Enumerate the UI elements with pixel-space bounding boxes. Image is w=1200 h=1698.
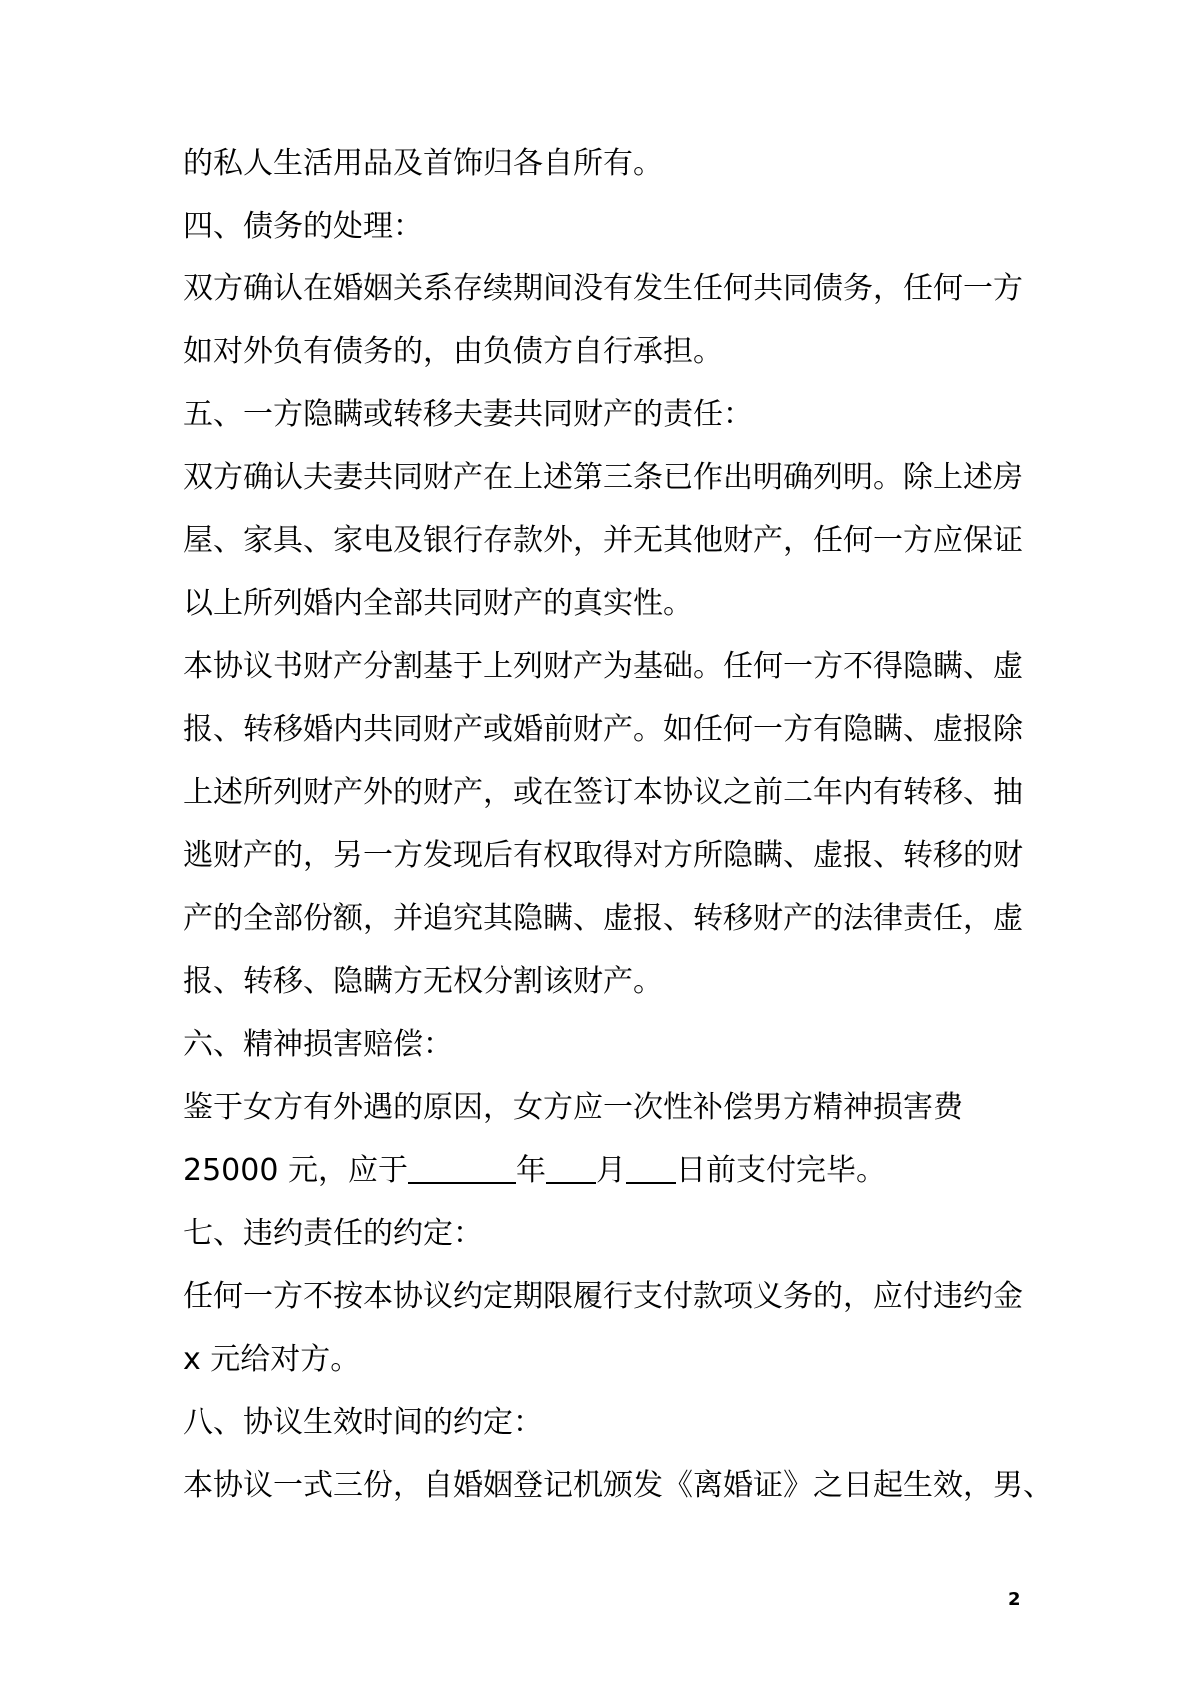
page-number: 2	[1008, 1589, 1021, 1610]
section-heading-concealment: 五、一方隐瞒或转移夫妻共同财产的责任：	[183, 397, 753, 432]
year-label: 年	[515, 1153, 546, 1188]
payment-line	[183, 1151, 886, 1191]
text-line: x 元给对方。	[183, 1342, 361, 1377]
section-heading-compensation: 六、精神损害赔偿：	[183, 1027, 453, 1062]
text-line: 鉴于女方有外遇的原因，女方应一次性补偿男方精神损害费	[183, 1090, 963, 1125]
text-line: 报、转移、隐瞒方无权分割该财产。	[183, 964, 663, 999]
section-heading-debts: 四、债务的处理：	[183, 209, 423, 244]
text-line: 双方确认在婚姻关系存续期间没有发生任何共同债务，任何一方	[183, 271, 1023, 306]
text-line: 任何一方不按本协议约定期限履行支付款项义务的，应付违约金	[183, 1279, 1023, 1314]
text-line: 逃财产的，另一方发现后有权取得对方所隐瞒、虚报、转移的财	[183, 838, 1023, 873]
text-line: 报、转移婚内共同财产或婚前财产。如任何一方有隐瞒、虚报除	[183, 712, 1023, 747]
text-line: 产的全部份额，并追究其隐瞒、虚报、转移财产的法律责任，虚	[183, 901, 1023, 936]
payment-amount: 25000 元，应于	[183, 1153, 408, 1188]
text-line: 双方确认夫妻共同财产在上述第三条已作出明确列明。除上述房	[183, 460, 1023, 495]
month-label: 月	[595, 1153, 626, 1188]
text-line: 本协议书财产分割基于上列财产为基础。任何一方不得隐瞒、虚	[183, 649, 1023, 684]
text-line: 如对外负有债务的，由负债方自行承担。	[183, 334, 723, 369]
text-line: 屋、家具、家电及银行存款外，并无其他财产，任何一方应保证	[183, 523, 1023, 558]
section-heading-breach: 七、违约责任的约定：	[183, 1216, 483, 1251]
year-blank	[408, 1152, 516, 1184]
text-line: 上述所列财产外的财产，或在签订本协议之前二年内有转移、抽	[183, 775, 1023, 810]
day-suffix: 日前支付完毕。	[675, 1153, 886, 1188]
day-blank	[626, 1152, 676, 1184]
text-line: 的私人生活用品及首饰归各自所有。	[183, 146, 663, 181]
section-heading-effective-date: 八、协议生效时间的约定：	[183, 1405, 543, 1440]
text-line: 以上所列婚内全部共同财产的真实性。	[183, 586, 693, 621]
month-blank	[546, 1152, 596, 1184]
text-line: 本协议一式三份，自婚姻登记机颁发《离婚证》之日起生效，男、	[183, 1468, 1053, 1503]
